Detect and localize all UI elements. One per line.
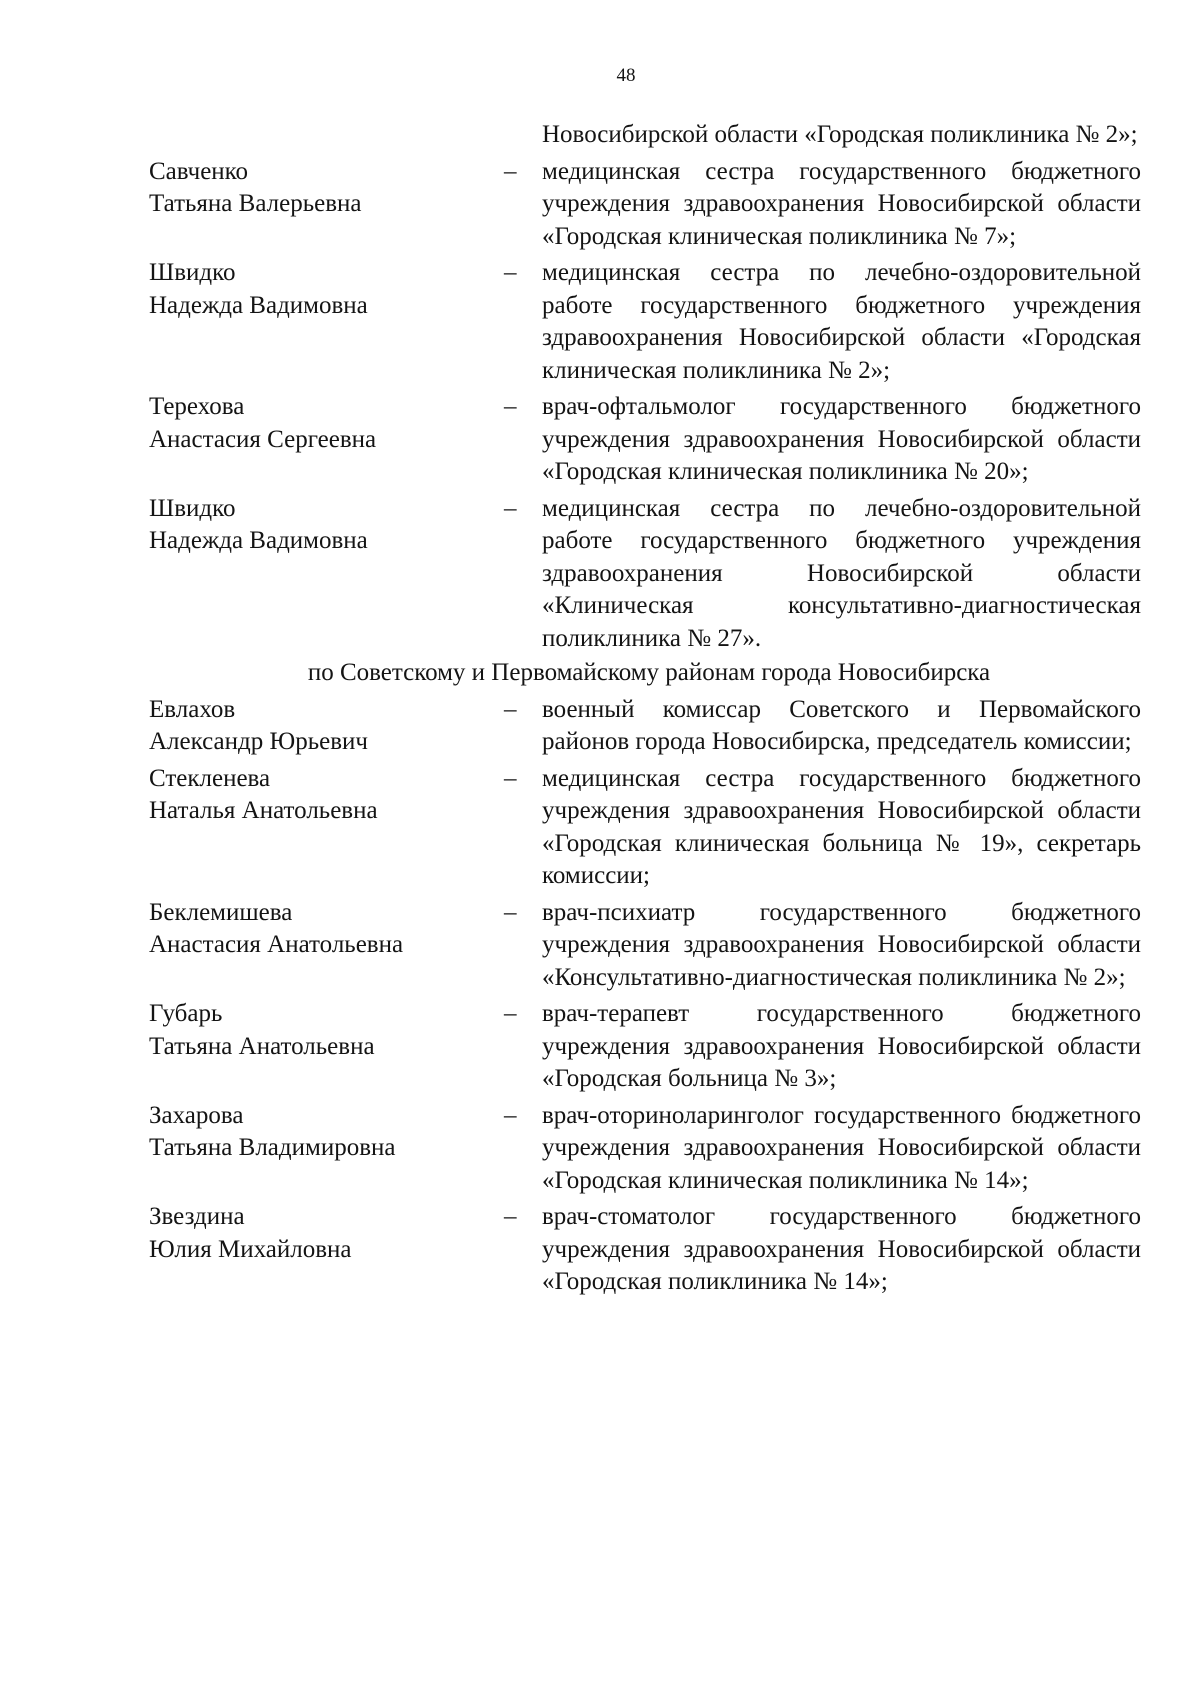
document-body <box>149 119 1141 1299</box>
member-given-name: Юлия Михайловна <box>149 1235 352 1263</box>
member-given-name: Надежда Вадимовна <box>149 291 368 319</box>
dash-separator: – <box>504 1000 517 1027</box>
member-position: врач-терапевт государственного бюджетного учреждения здравоохранения Новосибирской области «Городская больница № 3»; <box>542 1000 1141 1092</box>
member-name <box>149 391 504 489</box>
member-given-name: Анастасия Сергеевна <box>149 425 377 453</box>
dash-separator: – <box>504 1203 517 1230</box>
member-given-name: Надежда Вадимовна <box>149 527 368 554</box>
member-position: медицинская сестра по лечебно-оздоровительной работе государственного бюджетного учреждения здравоохранения Новосибирской области «Городская клиническая поликлиника № 2»; <box>542 259 1141 384</box>
member-entry <box>149 763 1141 893</box>
member-name <box>149 1100 504 1198</box>
member-name <box>149 694 504 759</box>
member-entry <box>149 694 1141 759</box>
member-position: врач-офтальмолог государственного бюджетного учреждения здравоохранения Новосибирской области «Городская клиническая поликлиника № 20»; <box>542 393 1141 485</box>
district-heading: по Советскому и Первомайскому районам города Новосибирска <box>307 659 991 686</box>
member-given-name: Татьяна Анатольевна <box>149 1032 375 1060</box>
dash-separator: – <box>504 1101 517 1129</box>
entries-after <box>149 694 1141 1299</box>
member-surname: Звездина <box>149 1203 245 1230</box>
member-surname: Захарова <box>149 1101 244 1129</box>
member-entry <box>149 156 1141 254</box>
member-name <box>149 998 504 1096</box>
member-entry <box>149 257 1141 387</box>
member-surname: Терехова <box>149 393 245 420</box>
dash-separator: – <box>504 764 517 792</box>
page-number: 48 <box>616 65 636 86</box>
member-given-name: Татьяна Владимировна <box>149 1134 396 1161</box>
member-name <box>149 897 504 995</box>
member-position: медицинская сестра государственного бюджетного учреждения здравоохранения Новосибирской области «Городская клиническая поликлиника № 7»; <box>542 157 1141 250</box>
member-surname: Стекленева <box>149 764 271 792</box>
member-position: врач-оториноларинголог государственного бюджетного учреждения здравоохранения Новосибирской области «Городская клиническая поликлиника № 14»; <box>542 1101 1141 1194</box>
member-surname: Евлахов <box>149 695 236 723</box>
member-surname: Беклемишева <box>149 898 293 926</box>
dash-separator: – <box>504 695 517 723</box>
member-name <box>149 763 504 893</box>
member-surname: Губарь <box>149 1000 223 1027</box>
member-position: медицинская сестра государственного бюджетного учреждения здравоохранения Новосибирской области «Городская клиническая больница № 19», секретарь комиссии; <box>542 764 1141 889</box>
member-name <box>149 156 504 254</box>
entries-before <box>149 156 1141 656</box>
member-position: врач-стоматолог государственного бюджетного учреждения здравоохранения Новосибирской области «Городская поликлиника № 14»; <box>542 1203 1141 1295</box>
member-position: врач-психиатр государственного бюджетного учреждения здравоохранения Новосибирской области «Консультативно-диагностическая поликлиника № 2»; <box>542 898 1141 991</box>
member-entry <box>149 998 1141 1096</box>
member-entry <box>149 493 1141 656</box>
member-entry <box>149 897 1141 995</box>
member-surname: Швидко <box>149 494 236 522</box>
member-given-name: Александр Юрьевич <box>149 728 368 755</box>
member-entry <box>149 391 1141 489</box>
member-position: военный комиссар Советского и Первомайского районов города Новосибирска, председатель комиссии; <box>542 695 1141 755</box>
member-name <box>149 257 504 387</box>
continuation-text: Новосибирской области «Городская поликлиника № 2»; <box>542 121 1138 148</box>
member-given-name: Татьяна Валерьевна <box>149 190 362 217</box>
member-surname: Швидко <box>149 259 236 286</box>
dash-separator: – <box>504 259 517 286</box>
member-position: медицинская сестра по лечебно-оздоровительной работе государственного бюджетного учреждения здравоохранения Новосибирской области «Клиническая консультативно-диагностическая поликлиника № 27». <box>542 494 1141 652</box>
member-surname: Савченко <box>149 157 249 185</box>
member-name <box>149 493 504 656</box>
dash-separator: – <box>504 157 517 185</box>
member-entry <box>149 1100 1141 1198</box>
member-name <box>149 1201 504 1299</box>
member-given-name: Анастасия Анатольевна <box>149 931 404 958</box>
dash-separator: – <box>504 393 517 420</box>
dash-separator: – <box>504 494 517 522</box>
member-entry <box>149 1201 1141 1299</box>
member-given-name: Наталья Анатольевна <box>149 797 378 824</box>
dash-separator: – <box>504 898 517 926</box>
